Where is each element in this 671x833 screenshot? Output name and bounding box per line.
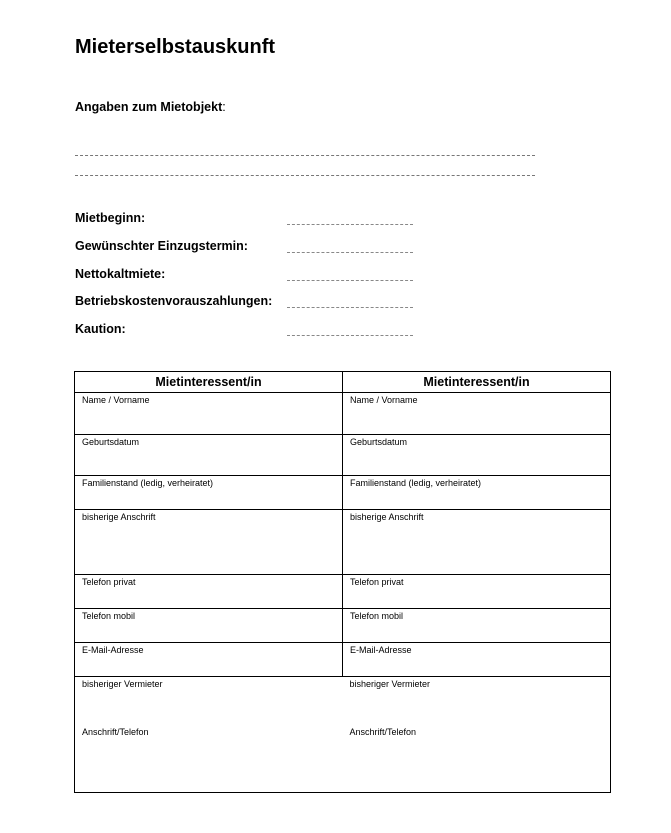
- field-line-betriebskosten[interactable]: [287, 307, 413, 308]
- field-line-mietbeginn[interactable]: [287, 224, 413, 225]
- field-label-nettokaltmiete: Nettokaltmiete:: [75, 267, 166, 281]
- table-row: [75, 435, 611, 476]
- table-row: [75, 609, 611, 643]
- landlord-contact-label-2: Anschrift/Telefon: [349, 727, 417, 737]
- table-row: [75, 643, 611, 677]
- object-section-colon: :: [222, 100, 226, 114]
- cell-marital-2[interactable]: Familienstand (ledig, verheiratet): [343, 476, 611, 510]
- cell-phone-private-1[interactable]: Telefon privat: [75, 575, 343, 609]
- cell-marital-1[interactable]: Familienstand (ledig, verheiratet): [75, 476, 343, 510]
- page-title: Mieterselbstauskunft: [75, 36, 276, 58]
- field-line-kaution[interactable]: [287, 335, 413, 336]
- cell-landlord-1[interactable]: [75, 677, 343, 793]
- cell-birthdate-1[interactable]: Geburtsdatum: [75, 435, 343, 476]
- column-header-2: Mietinteressent/in: [343, 372, 611, 393]
- cell-address-1[interactable]: bisherige Anschrift: [75, 510, 343, 575]
- cell-email-2[interactable]: E-Mail-Adresse: [343, 643, 611, 677]
- object-section-heading: [75, 100, 226, 114]
- cell-phone-private-2[interactable]: Telefon privat: [343, 575, 611, 609]
- applicant-table: [74, 371, 611, 793]
- field-label-mietbeginn: Mietbeginn:: [75, 211, 146, 225]
- cell-landlord-2[interactable]: [343, 677, 611, 793]
- field-label-betriebskosten: Betriebskostenvorauszahlungen:: [75, 294, 273, 308]
- cell-phone-mobile-1[interactable]: Telefon mobil: [75, 609, 343, 643]
- cell-email-1[interactable]: E-Mail-Adresse: [75, 643, 343, 677]
- table-row: [75, 575, 611, 609]
- column-header-1: Mietinteressent/in: [75, 372, 343, 393]
- field-line-einzugstermin[interactable]: [287, 252, 413, 253]
- landlord-label-1: bisheriger Vermieter: [82, 679, 163, 689]
- table-header-row: [75, 372, 611, 393]
- field-line-nettokaltmiete[interactable]: [287, 280, 413, 281]
- object-line-2[interactable]: [75, 175, 535, 176]
- landlord-contact-label-1: Anschrift/Telefon: [82, 727, 149, 737]
- cell-phone-mobile-2[interactable]: Telefon mobil: [343, 609, 611, 643]
- object-line-1[interactable]: [75, 155, 535, 156]
- field-label-kaution: Kaution:: [75, 322, 126, 336]
- table-row: [75, 476, 611, 510]
- field-label-einzugstermin: Gewünschter Einzugstermin:: [75, 239, 248, 253]
- table-row: [75, 510, 611, 575]
- cell-address-2[interactable]: bisherige Anschrift: [343, 510, 611, 575]
- landlord-label-2: bisheriger Vermieter: [349, 679, 431, 689]
- cell-name-2[interactable]: Name / Vorname: [343, 393, 611, 435]
- cell-name-1[interactable]: Name / Vorname: [75, 393, 343, 435]
- cell-birthdate-2[interactable]: Geburtsdatum: [343, 435, 611, 476]
- table-row: [75, 393, 611, 435]
- object-section-label: Angaben zum Mietobjekt: [75, 100, 223, 114]
- table-row: [75, 677, 611, 793]
